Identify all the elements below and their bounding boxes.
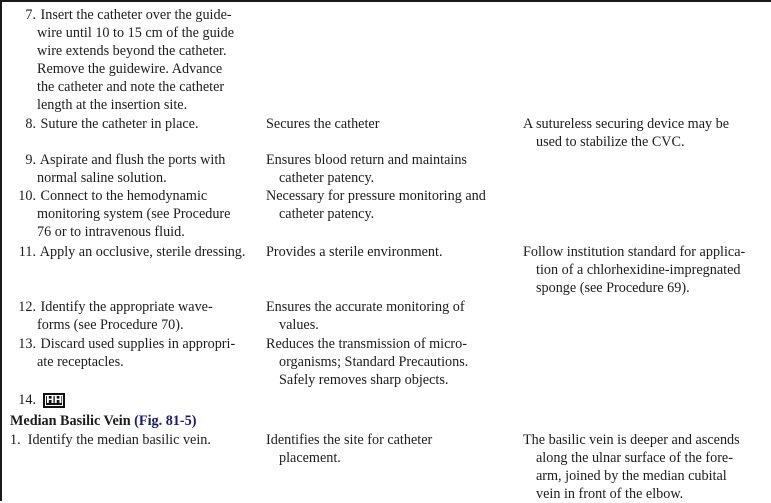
step-action-line: ate receptacles.	[37, 354, 124, 370]
step-rationale: Reduces the transmission of micro-	[266, 336, 467, 352]
step-action: 7. Insert the catheter over the guide-	[10, 6, 232, 24]
step-action-line: wire until 10 to 15 cm of the guide	[37, 25, 235, 41]
page-border-left	[0, 0, 2, 501]
step-rationale: Ensures the accurate monitoring of	[266, 299, 465, 315]
step-rationale-line: placement.	[279, 450, 341, 466]
step-action: 10. Connect to the hemodynamic	[10, 187, 207, 205]
step-number: 13.	[18, 336, 36, 352]
step-action: 9. Aspirate and flush the ports with	[10, 151, 225, 169]
step-action-line: forms (see Procedure 70).	[37, 317, 184, 333]
figure-reference-link[interactable]: (Fig. 81-5)	[134, 413, 197, 429]
step-action: 13. Discard used supplies in appropri-	[10, 335, 235, 353]
step-rationale-line: values.	[279, 317, 319, 333]
step-rationale-line: organisms; Standard Precautions.	[279, 354, 469, 370]
step-rationale: Ensures blood return and maintains	[266, 152, 467, 168]
section-title: Median Basilic Vein	[10, 413, 131, 429]
page-border-top	[0, 0, 771, 2]
step-action-line: the catheter and note the catheter	[37, 79, 225, 95]
step-number: 7.	[25, 7, 36, 23]
step-rationale: Necessary for pressure monitoring and	[266, 188, 486, 204]
step-rationale: Secures the catheter	[266, 116, 380, 132]
step-note-line: vein in front of the elbow.	[536, 486, 684, 502]
step-number: 12.	[18, 299, 36, 315]
step-note: Follow institution standard for applica-	[523, 244, 746, 260]
step-rationale-line: catheter patency.	[279, 170, 375, 186]
step-action-line: length at the insertion site.	[37, 97, 188, 113]
step-action: 11. Apply an occlusive, sterile dressing.	[10, 243, 245, 261]
step-action-line: normal saline solution.	[37, 170, 167, 186]
step-action	[10, 391, 65, 409]
step-note: A sutureless securing device may be	[523, 116, 730, 132]
step-number: 10.	[18, 188, 36, 204]
step-action-line: monitoring system (see Procedure	[37, 206, 231, 222]
step-rationale: Provides a sterile environment.	[266, 244, 443, 260]
step-note: The basilic vein is deeper and ascends	[523, 432, 740, 448]
step-action: 8. Suture the catheter in place.	[10, 115, 199, 133]
step-number: 14.	[18, 392, 36, 408]
step-action: 12. Identify the appropriate wave-	[10, 298, 213, 316]
step-rationale-line: catheter patency.	[279, 206, 375, 222]
step-note-line: used to stabilize the CVC.	[536, 134, 685, 150]
step-note-line: arm, joined by the median cubital	[536, 468, 727, 484]
step-number: 8.	[25, 116, 36, 132]
hand-hygiene-icon: HH	[43, 393, 65, 408]
step-note-line: sponge (see Procedure 69).	[536, 280, 690, 296]
step-number: 1.	[10, 432, 21, 448]
step-number: 9.	[25, 152, 36, 168]
step-rationale-line: Safely removes sharp objects.	[279, 372, 449, 388]
step-action-line: 76 or to intravenous fluid.	[37, 224, 185, 240]
step-note-line: along the ulnar surface of the fore-	[536, 450, 733, 466]
step-action-line: Remove the guidewire. Advance	[37, 61, 223, 77]
step-action-line: wire extends beyond the catheter.	[37, 43, 227, 59]
step-action: 1. Identify the median basilic vein.	[10, 432, 211, 448]
step-note-line: tion of a chlorhexidine-impregnated	[536, 262, 741, 278]
step-rationale: Identifies the site for catheter	[266, 432, 433, 448]
section-heading	[10, 412, 196, 430]
step-number: 11.	[18, 244, 36, 260]
